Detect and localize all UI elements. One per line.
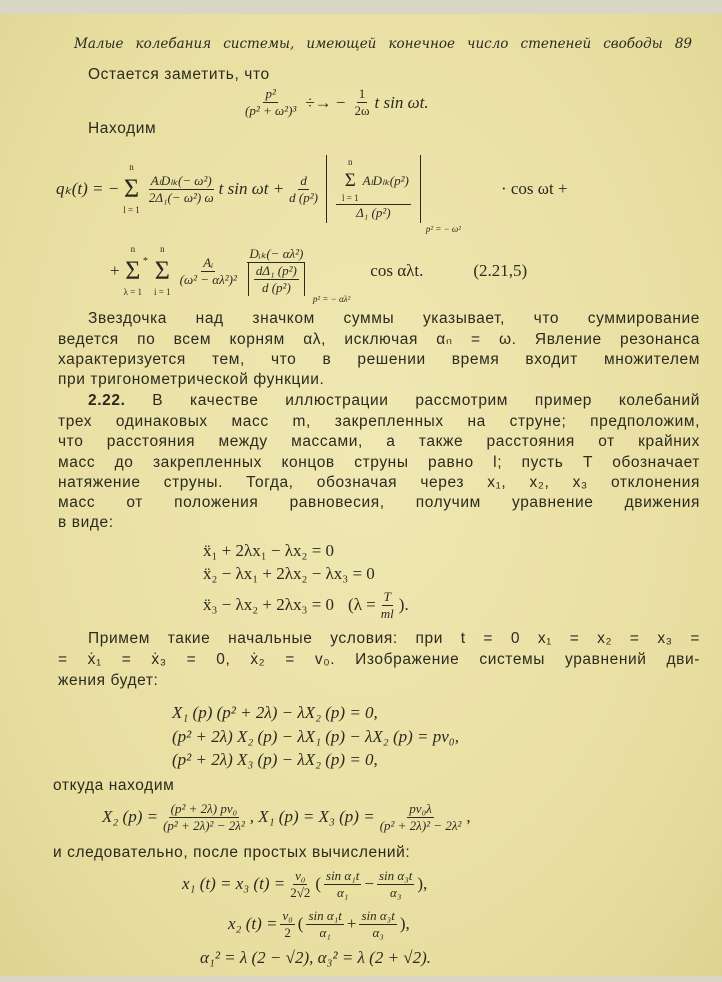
paragraph-line: жения будет: bbox=[58, 672, 159, 689]
transform-equation-3: (p² + 2λ) X₃ (p) − λX₂ (p) = 0, bbox=[172, 750, 378, 769]
paragraph-line: масс от положения равновесия, получим уравнение движения bbox=[58, 494, 700, 511]
equation-number: (2.21,5) bbox=[473, 261, 528, 280]
equation-2-21-5-line2: + n Σ λ = 1 * n Σ i = 1 Aᵢ (ω² − αλ²)² Dᵢₖ(− αλ²) dΔ₁ (p²) d (p²) p² = − αλ² cos αλt. (2.21,5) bbox=[110, 244, 528, 304]
equation-motion-2: ẍ₂ − λx₁ + 2λx₂ − λx₃ = 0 bbox=[203, 564, 375, 583]
equation-motion-1: ẍ₁ + 2λx₁ − λx₂ = 0 bbox=[203, 541, 335, 560]
summation-sign: n Σ i = 1 bbox=[154, 244, 171, 297]
paragraph-line: = ẋ₁ = ẋ₃ = 0, ẋ₂ = v₀. Изображение системы уравнений дви- bbox=[58, 651, 700, 668]
paragraph-line: масс до закрепленных концов струны равно l; пусть T обозначает bbox=[58, 454, 700, 471]
paragraph-line: ведется по всем корням αλ, исключая αₙ = ω. Явление резонанса bbox=[58, 331, 700, 348]
scan-border-top bbox=[0, 0, 722, 14]
paragraph-line: Находим bbox=[88, 120, 157, 137]
transform-equation-1: X₁ (p) (p² + 2λ) − λX₂ (p) = 0, bbox=[172, 703, 378, 722]
transform-equation-2: (p² + 2λ) X₂ (p) − λX₁ (p) − λX₂ (p) = pv₀, bbox=[172, 727, 459, 746]
equation-laplace-pair: $\frac{\text{p²}}{\text{(p² + ω²)³}}$ ÷→ − $\frac{1}{2\omega}$ t sin ωt. bbox=[245, 86, 429, 118]
paragraph-line: в виде: bbox=[58, 514, 114, 531]
paragraph-line: трех одинаковых масс m, закрепленных на струне; предположим, bbox=[58, 413, 700, 430]
equation-2-21-5-line1: qₖ(t) = − n Σ l = 1 AₗDₗₖ(− ω²) 2Δ₁(− ω²) ω t sin ωt + $\frac{d}{\text{d (p²)}}$ n Σ l = 1 AₗDₗₖ(p²) Δ₁ (p²) p² = − ω² · cos ωt + bbox=[56, 157, 568, 234]
summation-star: * bbox=[143, 256, 149, 267]
page-number: 89 bbox=[674, 36, 692, 52]
section-number: 2.22. bbox=[88, 392, 126, 409]
equation-motion-3: ẍ₃ − λx₂ + 2λx₃ = 0 (λ = $\frac{T}{ml}$ ). bbox=[203, 588, 409, 621]
paragraph-line: что расстояния между массами, а также расстояния от крайних bbox=[58, 433, 700, 450]
paragraph-line: и следовательно, после простых вычислений: bbox=[53, 844, 411, 861]
paragraph-line: Примем такие начальные условия: при t = 0 x₁ = x₂ = x₃ = bbox=[88, 630, 700, 647]
running-header bbox=[74, 36, 692, 52]
paragraph-line: Звездочка над значком суммы указывает, что суммирование bbox=[88, 310, 700, 327]
paragraph-line: откуда находим bbox=[53, 777, 175, 794]
paragraph-line: характеризуется тем, что в решении время входит множителем bbox=[58, 351, 700, 368]
paragraph-line: 2.22. В качестве иллюстрации рассмотрим пример колебаний bbox=[88, 392, 700, 409]
summation-sign: n Σ λ = 1 bbox=[123, 244, 143, 297]
equation-x-images: X₂ (p) = $\frac{\text{(p² + 2λ) pv₀}}{\text{(p² + 2λ)² − 2λ²}}$ , X₁ (p) = X₃ (p) = $\frac{\text{pv₀λ}}{\text{(p² + 2λ)² − 2λ²}}$ , bbox=[102, 800, 471, 833]
paragraph-line: при тригонометрической функции. bbox=[58, 371, 325, 388]
summation-sign: n Σ l = 1 bbox=[341, 157, 359, 203]
equation-alpha-roots: α₁² = λ (2 − √2), α₃² = λ (2 + √2). bbox=[200, 948, 432, 967]
paragraph-line: Остается заметить, что bbox=[88, 66, 270, 83]
scan-border-bottom bbox=[0, 976, 722, 982]
paragraph-line: натяжение струны. Тогда, обозначая через x₁, x₂, x₃ отклонения bbox=[58, 474, 700, 491]
equation-x2: x₂ (t) = $\frac{\text{v₀}}{2}$ ( sin α₁t α₁ + $\frac{\text{sin α₃t}}{\text{α₃}}$ ), bbox=[228, 907, 410, 940]
equation-x1-x3: x₁ (t) = x₃ (t) = $\frac{\text{v₀}}{2√2}$ ( sin α₁t α₁ − $\frac{\text{sin α₃t}}{\text{α₃}}$ ), bbox=[182, 867, 428, 900]
summation-sign: n Σ l = 1 bbox=[123, 162, 140, 215]
running-title: Малые колебания системы, имеющей конечное число степеней свободы bbox=[74, 36, 663, 52]
